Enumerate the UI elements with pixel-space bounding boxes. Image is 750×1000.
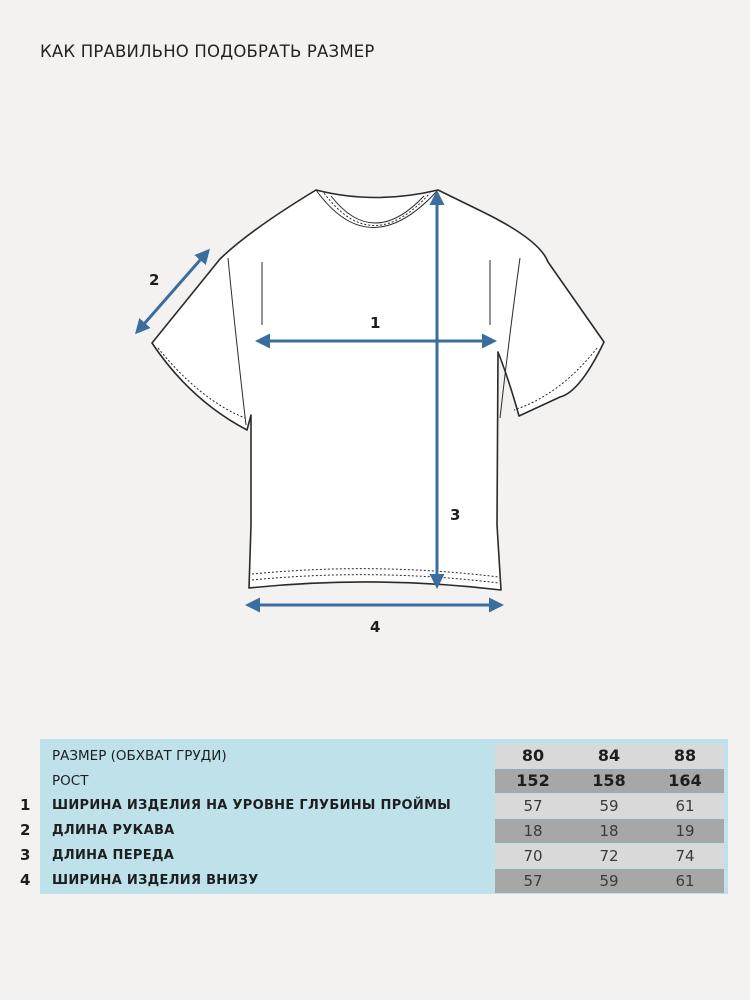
table-cell: 18 <box>523 822 543 840</box>
row-number: 2 <box>20 821 31 839</box>
table-row <box>40 869 728 893</box>
row-number: 4 <box>20 871 31 889</box>
measure-label-4: 4 <box>370 618 381 636</box>
table-row-size <box>40 744 728 768</box>
table-cell: 158 <box>592 771 626 790</box>
table-row <box>40 794 728 818</box>
table-cell: 88 <box>673 746 697 765</box>
table-row <box>40 819 728 843</box>
table-cell: 152 <box>516 771 550 790</box>
table-cell: 57 <box>523 797 543 815</box>
table-cell: 57 <box>523 872 543 890</box>
table-row <box>40 844 728 868</box>
size-table <box>40 739 728 894</box>
page-title: КАК ПРАВИЛЬНО ПОДОБРАТЬ РАЗМЕР <box>40 42 375 61</box>
row-label: ШИРИНА ИЗДЕЛИЯ НА УРОВНЕ ГЛУБИНЫ ПРОЙМЫ <box>52 798 452 813</box>
tshirt-outline <box>152 190 604 590</box>
height-values <box>495 769 724 793</box>
table-cell: 19 <box>675 822 695 840</box>
row-label: ШИРИНА ИЗДЕЛИЯ ВНИЗУ <box>52 873 259 888</box>
row-values <box>495 844 724 868</box>
row-label-size: РАЗМЕР (ОБХВАТ ГРУДИ) <box>52 748 227 764</box>
measure-label-3: 3 <box>450 506 461 524</box>
row-number: 1 <box>20 796 31 814</box>
row-label-height: РОСТ <box>52 773 89 789</box>
table-cell: 74 <box>675 847 695 865</box>
row-values <box>495 794 724 818</box>
row-label: ДЛИНА ПЕРЕДА <box>52 848 175 863</box>
table-cell: 61 <box>675 872 695 890</box>
table-cell: 59 <box>599 872 619 890</box>
table-cell: 72 <box>599 847 619 865</box>
table-cell: 59 <box>599 797 619 815</box>
table-cell: 61 <box>675 797 695 815</box>
table-cell: 70 <box>523 847 543 865</box>
row-label: ДЛИНА РУКАВА <box>52 823 175 838</box>
size-values <box>495 744 724 768</box>
row-values <box>495 869 724 893</box>
row-values <box>495 819 724 843</box>
table-cell: 164 <box>668 771 702 790</box>
row-number: 3 <box>20 846 31 864</box>
table-cell: 84 <box>597 746 621 765</box>
measure-label-1: 1 <box>370 314 381 332</box>
table-row-height <box>40 769 728 793</box>
table-cell: 18 <box>599 822 619 840</box>
table-cell: 80 <box>521 746 545 765</box>
measure-label-2: 2 <box>149 271 160 289</box>
